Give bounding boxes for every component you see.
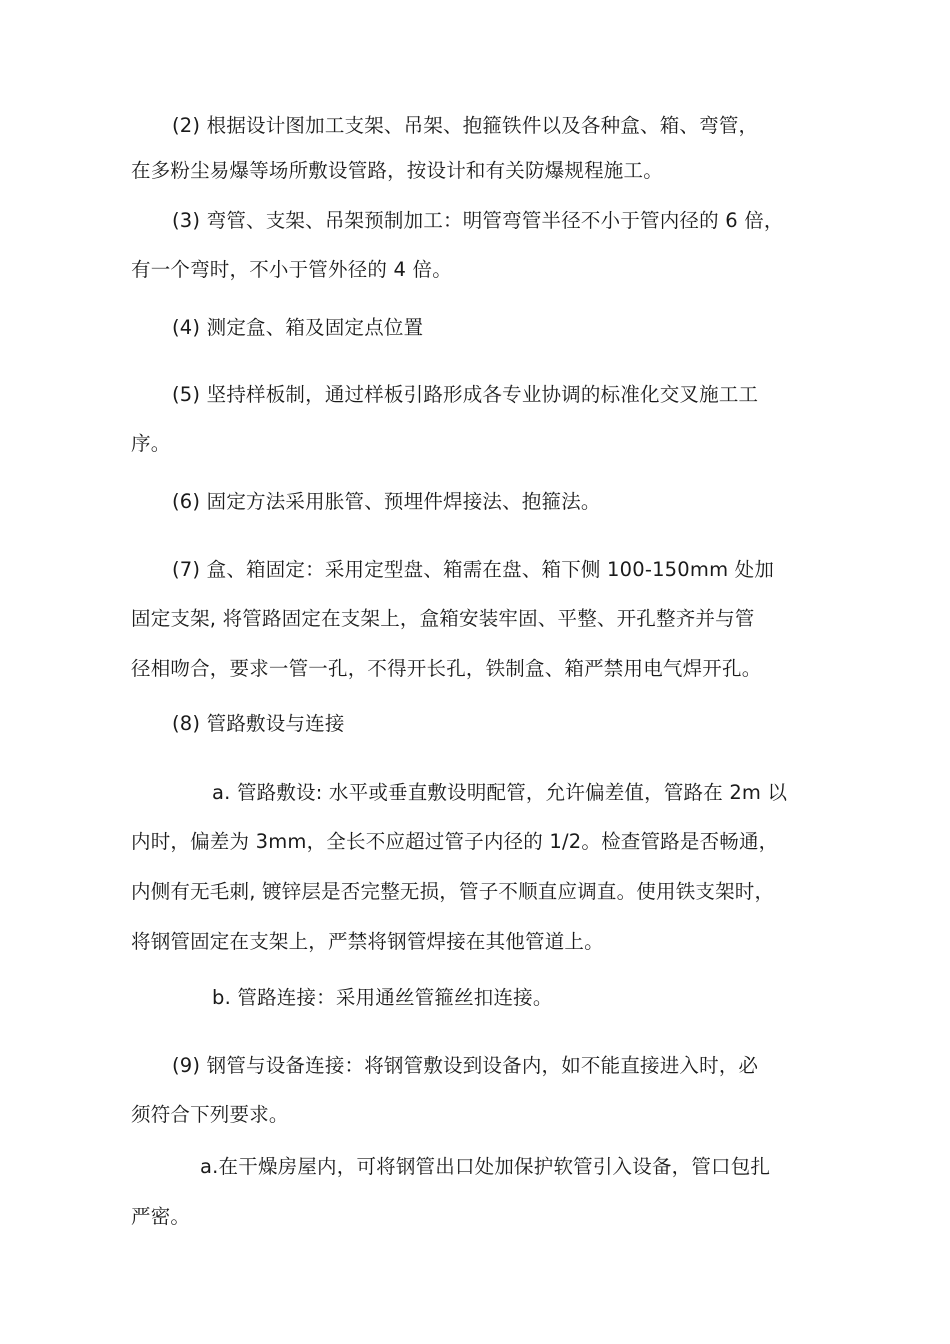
paragraph-2-line-2: 在多粉尘易爆等场所敷设管路，按设计和有关防爆规程施工。 [131, 159, 663, 182]
paragraph-9-line-2: 须符合下列要求。 [131, 1103, 289, 1126]
paragraph-2-line-1: (2) 根据设计图加工支架、吊架、抱箍铁件以及各种盒、箱、弯管， [172, 114, 759, 137]
paragraph-8a-line-4: 将钢管固定在支架上，严禁将钢管焊接在其他管道上。 [131, 930, 604, 953]
paragraph-9a-line-2: 严密。 [131, 1205, 191, 1228]
paragraph-5-line-2: 序。 [131, 432, 171, 455]
paragraph-7-line-2: 固定支架, 将管路固定在支架上，盒箱安装牢固、平整、开孔整齐并与管 [131, 607, 755, 630]
paragraph-9a-line-1: a.在干燥房屋内，可将钢管出口处加保护软管引入设备，管口包扎 [200, 1155, 771, 1178]
paragraph-8b-line-1: b. 管路连接：采用通丝管箍丝扣连接。 [212, 986, 553, 1009]
paragraph-6-line-1: (6) 固定方法采用胀管、预埋件焊接法、抱箍法。 [172, 490, 601, 513]
paragraph-8a-line-2: 内时，偏差为 3mm，全长不应超过管子内径的 1/2。检查管路是否畅通， [131, 830, 779, 853]
paragraph-8a-line-3: 内侧有无毛刺, 镀锌层是否完整无损，管子不顺直应调直。使用铁支架时， [131, 880, 775, 903]
paragraph-5-line-1: (5) 坚持样板制，通过样板引路形成各专业协调的标准化交叉施工工 [172, 383, 759, 406]
paragraph-3-line-1: (3) 弯管、支架、吊架预制加工：明管弯管半径不小于管内径的 6 倍， [172, 209, 784, 232]
paragraph-8a-line-1: a. 管路敷设: 水平或垂直敷设明配管，允许偏差值，管路在 2m 以 [212, 781, 788, 804]
paragraph-8-line-1: (8) 管路敷设与连接 [172, 712, 345, 735]
paragraph-9-line-1: (9) 钢管与设备连接：将钢管敷设到设备内，如不能直接进入时，必 [172, 1054, 759, 1077]
paragraph-3-line-2: 有一个弯时，不小于管外径的 4 倍。 [131, 258, 452, 281]
paragraph-7-line-1: (7) 盒、箱固定：采用定型盘、箱需在盘、箱下侧 100-150mm 处加 [172, 558, 775, 581]
paragraph-4-line-1: (4) 测定盒、箱及固定点位置 [172, 316, 424, 339]
paragraph-7-line-3: 径相吻合，要求一管一孔，不得开长孔，铁制盒、箱严禁用电气焊开孔。 [131, 657, 762, 680]
